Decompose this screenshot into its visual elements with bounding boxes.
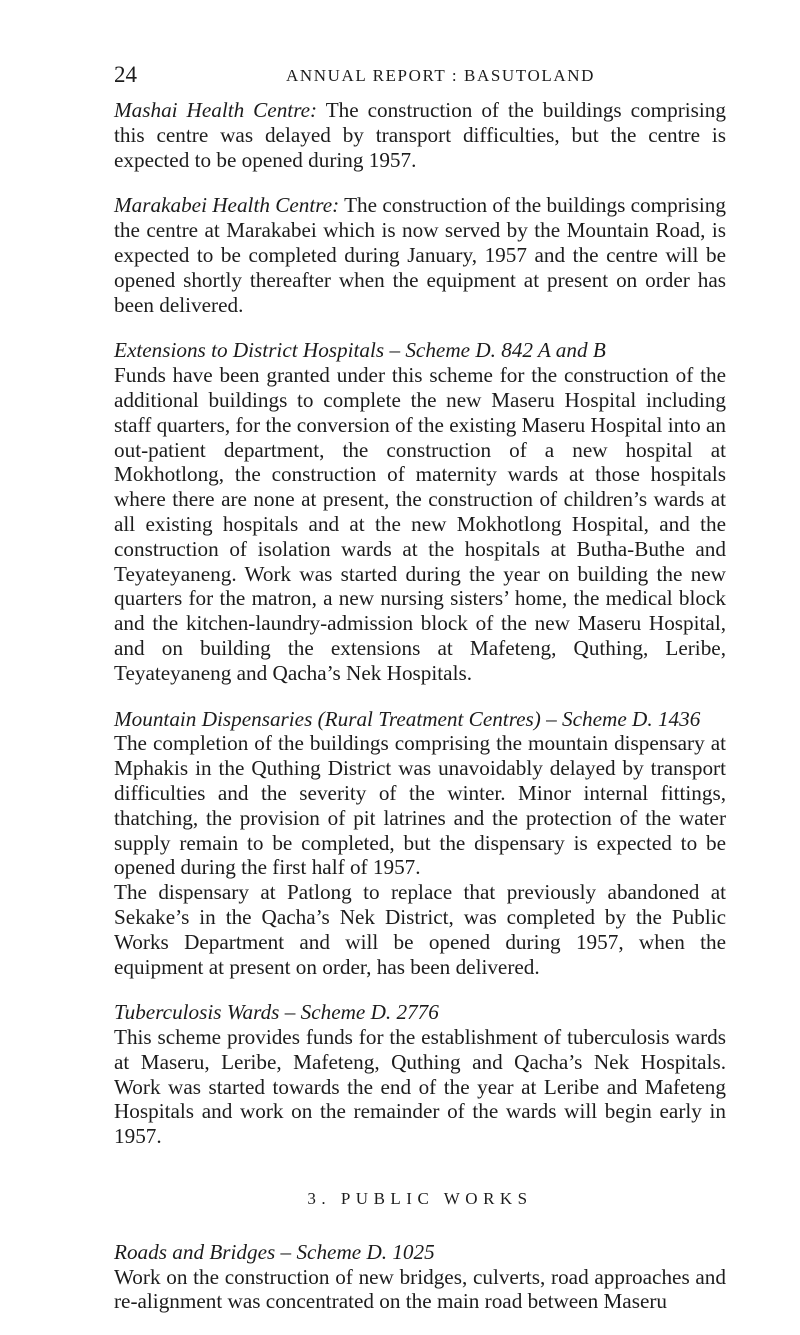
- section-heading-inline: Mashai Health Centre:: [114, 98, 318, 122]
- section-heading: Mountain Dispensaries (Rural Treatment Centres) – Scheme D. 1436: [114, 706, 701, 731]
- paragraph: Work on the construction of new bridges, culverts, road approaches and re-alignment was concentrated on the main road between Maseru: [114, 1264, 726, 1314]
- section-roads: [114, 1240, 726, 1314]
- section-heading: Roads and Bridges – Scheme D. 1025: [114, 1239, 435, 1264]
- running-header: [114, 62, 726, 92]
- paragraph: The completion of the buildings comprising the mountain dispensary at Mphakis in the Quthing District was unavoidably delayed by transport difficulties and the severity of the winter. Minor internal fittings, thatching, the provision of pit latrines and the protection of the water supply remain to be completed, but the dispensary is expected to be opened during the first half of 1957.: [114, 731, 726, 880]
- section-heading-inline: Marakabei Health Centre:: [114, 193, 340, 218]
- section-dispensaries: [114, 707, 726, 980]
- page-number: 24: [114, 62, 137, 87]
- section-marakabei: [114, 193, 726, 317]
- paragraph: [114, 98, 726, 172]
- section-mashai: [114, 98, 726, 172]
- paragraph-text: The construction of the buildings comprising this centre was delayed by transport difficulties, but the centre is expected to be opened during 1957.: [114, 98, 726, 172]
- section-heading: Tuberculosis Wards – Scheme D. 2776: [114, 1000, 439, 1025]
- paragraph: [114, 193, 726, 317]
- paragraph: Funds have been granted under this scheme for the construction of the additional buildings to complete the new Maseru Hospital including staff quarters, for the conversion of the existing Maseru Hospital into an out-patient department, the construction of a new hospital at Mokhotlong, the construction of maternity wards at those hospitals where there are none at present, the construction of children’s wards at all existing hospitals and at the new Mokhotlong Hospital, and the construction of isolation wards at the hospitals at Butha-Buthe and Teyateyaneng. Work was started during the year on building the new quarters for the matron, a new nursing sisters’ home, the medical block and the kitchen-laundry-admission block of the new Maseru Hospital, and on building the extensions at Mafeteng, Quthing, Leribe, Teyateyaneng and Qacha’s Nek Hospitals.: [114, 363, 726, 685]
- paragraph: The dispensary at Patlong to replace that previously abandoned at Sekake’s in the Qacha’s Nek District, was completed by the Public Works Department and will be opened during 1957, when the equipment at present on order, has been delivered.: [114, 880, 727, 979]
- paragraph-text: The construction of the buildings comprising the centre at Marakabei which is now served by the Mountain Road, is expected to be completed during January, 1957 and the centre will be opened shortly thereafter when the equipment at present on order has been delivered.: [114, 193, 726, 317]
- running-title: ANNUAL REPORT : BASUTOLAND: [286, 66, 595, 85]
- section-heading: Extensions to District Hospitals – Scheme D. 842 A and B: [114, 338, 606, 363]
- section-extensions: [114, 338, 726, 685]
- section-tuberculosis: [114, 1000, 726, 1149]
- paragraph: This scheme provides funds for the establishment of tuberculosis wards at Maseru, Leribe, Mafeteng, Quthing and Qacha’s Nek Hospitals. Work was started towards the end of the year at Leribe and Mafeteng Hospitals and work on the remainder of the wards will begin early in 1957.: [114, 1025, 726, 1149]
- body-text: [114, 98, 726, 1335]
- public-works-heading: 3. PUBLIC WORKS: [307, 1189, 533, 1209]
